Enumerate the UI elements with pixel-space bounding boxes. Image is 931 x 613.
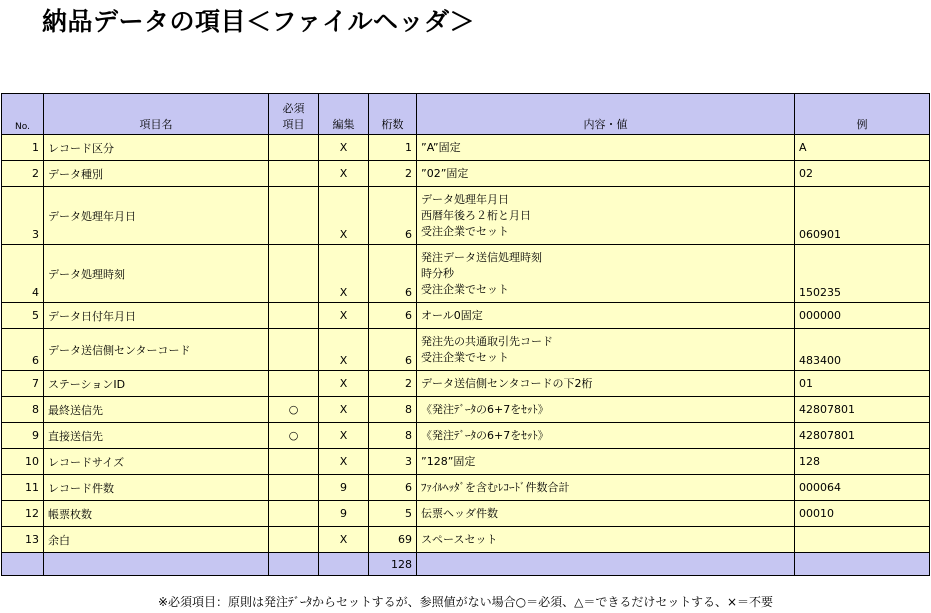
cell-content	[417, 135, 795, 161]
cell-no: 3	[2, 187, 44, 245]
table-row	[2, 397, 930, 423]
cell-item-name: ステーションID	[44, 371, 269, 397]
cell-item-name: レコードサイズ	[44, 449, 269, 475]
cell-digits: 2	[369, 161, 417, 187]
cell-digits: 6	[369, 475, 417, 501]
cell-example	[795, 527, 930, 553]
cell-digits: 5	[369, 501, 417, 527]
content-line: データ処理年月日	[421, 192, 509, 206]
content-line: 受注企業でセット	[421, 224, 509, 238]
footnote: ※必須項目：原則は発注ﾃﾞｰﾀからセットするが、参照値がない場合○＝必須、△＝できるだけセットする、×＝不要	[157, 595, 774, 609]
header-example: 例	[795, 94, 930, 135]
table-row	[2, 303, 930, 329]
table-row	[2, 245, 930, 303]
header-required-line2: 項目	[282, 118, 305, 131]
header-digits: 桁数	[369, 94, 417, 135]
cell-item-name: 最終送信先	[44, 397, 269, 423]
cell-content	[417, 161, 795, 187]
content-line: 《発注ﾃﾞｰﾀの6+7をｾｯﾄ》	[421, 428, 549, 442]
content-line: 《発注ﾃﾞｰﾀの6+7をｾｯﾄ》	[421, 402, 549, 416]
cell-content	[417, 501, 795, 527]
cell-required	[269, 161, 319, 187]
cell-no: 12	[2, 501, 44, 527]
cell-edit: X	[319, 329, 369, 371]
content-line: 伝票ヘッダ件数	[421, 506, 498, 520]
cell-required	[269, 187, 319, 245]
cell-no: 7	[2, 371, 44, 397]
cell-no: 11	[2, 475, 44, 501]
cell-edit: X	[319, 449, 369, 475]
table-row	[2, 501, 930, 527]
table-row	[2, 161, 930, 187]
header-item-name: 項目名	[44, 94, 269, 135]
table-row	[2, 135, 930, 161]
cell-digits: 8	[369, 423, 417, 449]
content-line: 発注データ送信処理時刻	[421, 250, 542, 264]
cell-no: 5	[2, 303, 44, 329]
total-digits: 128	[369, 553, 417, 576]
cell-required	[269, 475, 319, 501]
cell-edit: X	[319, 303, 369, 329]
cell-edit: X	[319, 371, 369, 397]
cell-item-name: 帳票枚数	[44, 501, 269, 527]
table-header-row	[2, 94, 930, 135]
cell-item-name: データ日付年月日	[44, 303, 269, 329]
cell-content	[417, 397, 795, 423]
cell-digits: 6	[369, 329, 417, 371]
table-row	[2, 329, 930, 371]
cell-item-name: レコード区分	[44, 135, 269, 161]
cell-required	[269, 135, 319, 161]
table-row	[2, 423, 930, 449]
header-edit: 編集	[319, 94, 369, 135]
cell-edit: X	[319, 245, 369, 303]
header-required-line1: 必須	[282, 102, 305, 115]
cell-content	[417, 303, 795, 329]
cell-required	[269, 329, 319, 371]
cell-content	[417, 423, 795, 449]
table-row	[2, 371, 930, 397]
content-line: データ送信側センタコードの下2桁	[421, 376, 593, 390]
table-row	[2, 527, 930, 553]
cell-no: 10	[2, 449, 44, 475]
cell-digits: 2	[369, 371, 417, 397]
cell-example: 128	[795, 449, 930, 475]
cell-no: 2	[2, 161, 44, 187]
cell-content	[417, 475, 795, 501]
cell-digits: 6	[369, 303, 417, 329]
file-header-spec-table	[1, 93, 930, 576]
cell-required	[269, 501, 319, 527]
content-line: ”A”固定	[421, 140, 461, 154]
cell-required	[269, 245, 319, 303]
table-row	[2, 187, 930, 245]
cell-no: 9	[2, 423, 44, 449]
cell-digits: 8	[369, 397, 417, 423]
cell-item-name: データ送信側センターコード	[44, 329, 269, 371]
cell-no: 13	[2, 527, 44, 553]
cell-example: 150235	[795, 245, 930, 303]
cell-content	[417, 527, 795, 553]
total-row	[2, 553, 930, 576]
table-row	[2, 475, 930, 501]
cell-required	[269, 449, 319, 475]
cell-required	[269, 371, 319, 397]
cell-content	[417, 187, 795, 245]
cell-item-name: データ種別	[44, 161, 269, 187]
cell-item-name: レコード件数	[44, 475, 269, 501]
cell-content	[417, 329, 795, 371]
cell-edit: X	[319, 187, 369, 245]
cell-digits: 69	[369, 527, 417, 553]
cell-example: 01	[795, 371, 930, 397]
total-required-cell	[269, 553, 319, 576]
cell-no: 4	[2, 245, 44, 303]
cell-edit: X	[319, 527, 369, 553]
cell-example: 02	[795, 161, 930, 187]
total-no-cell	[2, 553, 44, 576]
cell-item-name: 余白	[44, 527, 269, 553]
cell-example: 00010	[795, 501, 930, 527]
content-line: オール0固定	[421, 308, 483, 322]
cell-example: 000064	[795, 475, 930, 501]
cell-example: 060901	[795, 187, 930, 245]
cell-required	[269, 527, 319, 553]
content-line: 受注企業でセット	[421, 282, 509, 296]
total-name-cell	[44, 553, 269, 576]
cell-content	[417, 449, 795, 475]
cell-required: ○	[269, 423, 319, 449]
cell-no: 1	[2, 135, 44, 161]
content-line: ”128”固定	[421, 454, 476, 468]
content-line: 発注先の共通取引先コード	[421, 334, 553, 348]
cell-required: ○	[269, 397, 319, 423]
total-example-cell	[795, 553, 930, 576]
table-row	[2, 449, 930, 475]
cell-edit: X	[319, 397, 369, 423]
content-line: 受注企業でセット	[421, 350, 509, 364]
cell-example: 483400	[795, 329, 930, 371]
cell-edit: 9	[319, 501, 369, 527]
total-content-cell	[417, 553, 795, 576]
cell-item-name: 直接送信先	[44, 423, 269, 449]
content-line: 時分秒	[421, 266, 454, 280]
cell-digits: 3	[369, 449, 417, 475]
cell-no: 6	[2, 329, 44, 371]
cell-item-name: データ処理年月日	[44, 187, 269, 245]
header-no: No.	[2, 94, 44, 135]
cell-item-name: データ処理時刻	[44, 245, 269, 303]
cell-example: 000000	[795, 303, 930, 329]
cell-content	[417, 371, 795, 397]
header-content: 内容・値	[417, 94, 795, 135]
content-line: 西暦年後ろ２桁と月日	[421, 208, 531, 222]
cell-required	[269, 303, 319, 329]
cell-content	[417, 245, 795, 303]
total-edit-cell	[319, 553, 369, 576]
page-title: 納品データの項目＜ファイルヘッダ＞	[42, 7, 476, 36]
cell-edit: X	[319, 161, 369, 187]
content-line: ﾌｧｲﾙﾍｯﾀﾞを含むﾚｺｰﾄﾞ件数合計	[421, 480, 570, 494]
cell-edit: X	[319, 423, 369, 449]
cell-example: A	[795, 135, 930, 161]
cell-no: 8	[2, 397, 44, 423]
cell-digits: 6	[369, 245, 417, 303]
cell-digits: 6	[369, 187, 417, 245]
content-line: ”02”固定	[421, 166, 469, 180]
cell-example: 42807801	[795, 397, 930, 423]
cell-edit: X	[319, 135, 369, 161]
cell-digits: 1	[369, 135, 417, 161]
content-line: スペースセット	[421, 532, 498, 546]
cell-example: 42807801	[795, 423, 930, 449]
cell-edit: 9	[319, 475, 369, 501]
header-required	[269, 94, 319, 135]
